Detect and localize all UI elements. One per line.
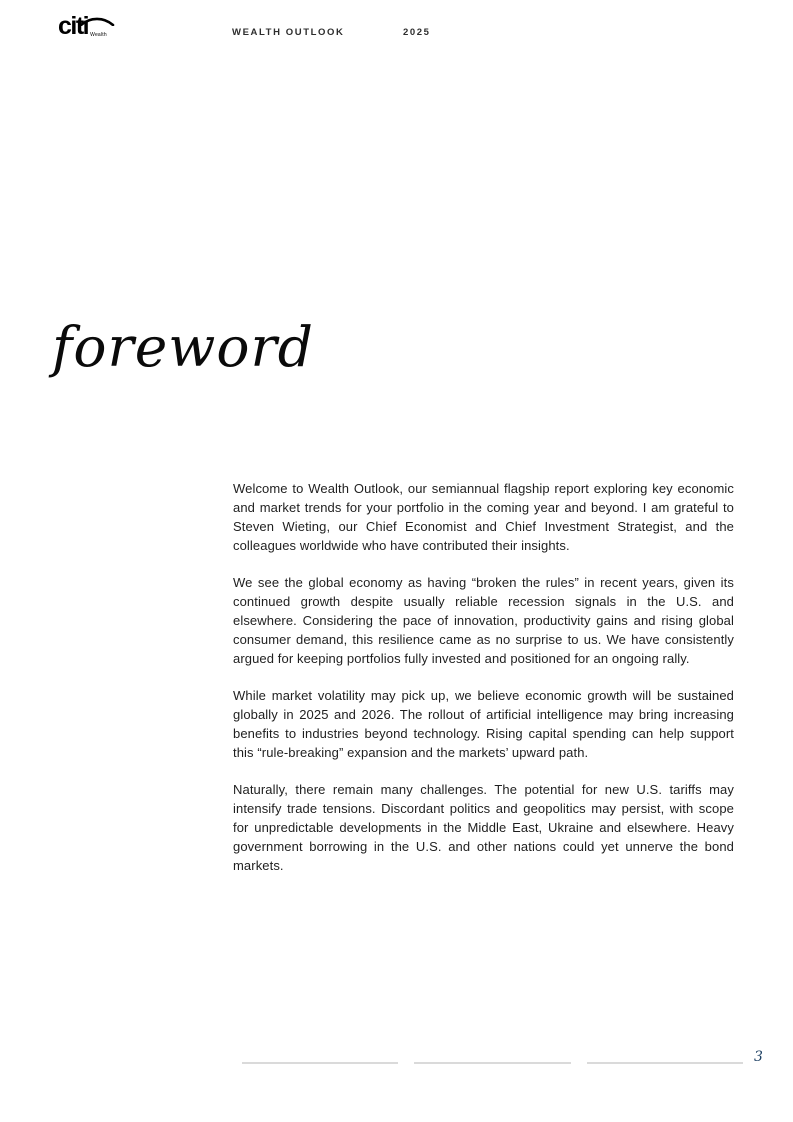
report-year: 2025 bbox=[403, 27, 431, 38]
page-number: 3 bbox=[754, 1049, 763, 1065]
paragraph-welcome: Welcome to Wealth Outlook, our semiannual flagship report exploring key economic and market trends for your portfolio in the coming year and beyond. I am grateful to Steven Wieting, our Chief Economist and Chief Investment Strategist, and the colleagues worldwide who have contributed their insights. bbox=[233, 481, 734, 553]
footer-rule bbox=[414, 1062, 570, 1064]
footer-rule bbox=[587, 1062, 743, 1064]
paragraph-global-economy: We see the global economy as having “broken the rules” in recent years, given its continued growth despite usually reliable recession signals in the U.S. and elsewhere. Considering the pace of innovation, productivity gains and rising global consumer demand, this resilience came as no surprise to us. We have consistently argued for keeping portfolios fully invested and positioned for an ongoing rally. bbox=[233, 575, 734, 666]
section-title-foreword: foreword bbox=[52, 315, 314, 379]
paragraph-challenges: Naturally, there remain many challenges. The potential for new U.S. tariffs may intensify trade tensions. Discordant politics and geopolitics may persist, with scope for unpredictable developments in the Middle East, Ukraine and elsewhere. Heavy government borrowing in the U.S. and other nations could yet unnerve the bond markets. bbox=[233, 782, 734, 873]
footer-rules bbox=[242, 1062, 743, 1064]
footer-rule bbox=[242, 1062, 398, 1064]
body-text-column bbox=[233, 479, 734, 893]
paragraph-market-volatility: While market volatility may pick up, we believe economic growth will be sustained globally in 2025 and 2026. The rollout of artificial intelligence may bring increasing benefits to industries beyond technology. Rising capital spending can help support this “rule-breaking” expansion and the markets’ upward path. bbox=[233, 688, 734, 760]
report-title: WEALTH OUTLOOK bbox=[232, 27, 345, 38]
page-header bbox=[0, 0, 793, 60]
citi-logo-wealth-label: Wealth bbox=[90, 32, 107, 38]
citi-wealth-logo bbox=[58, 14, 107, 39]
citi-logo-text: citi bbox=[58, 12, 89, 40]
